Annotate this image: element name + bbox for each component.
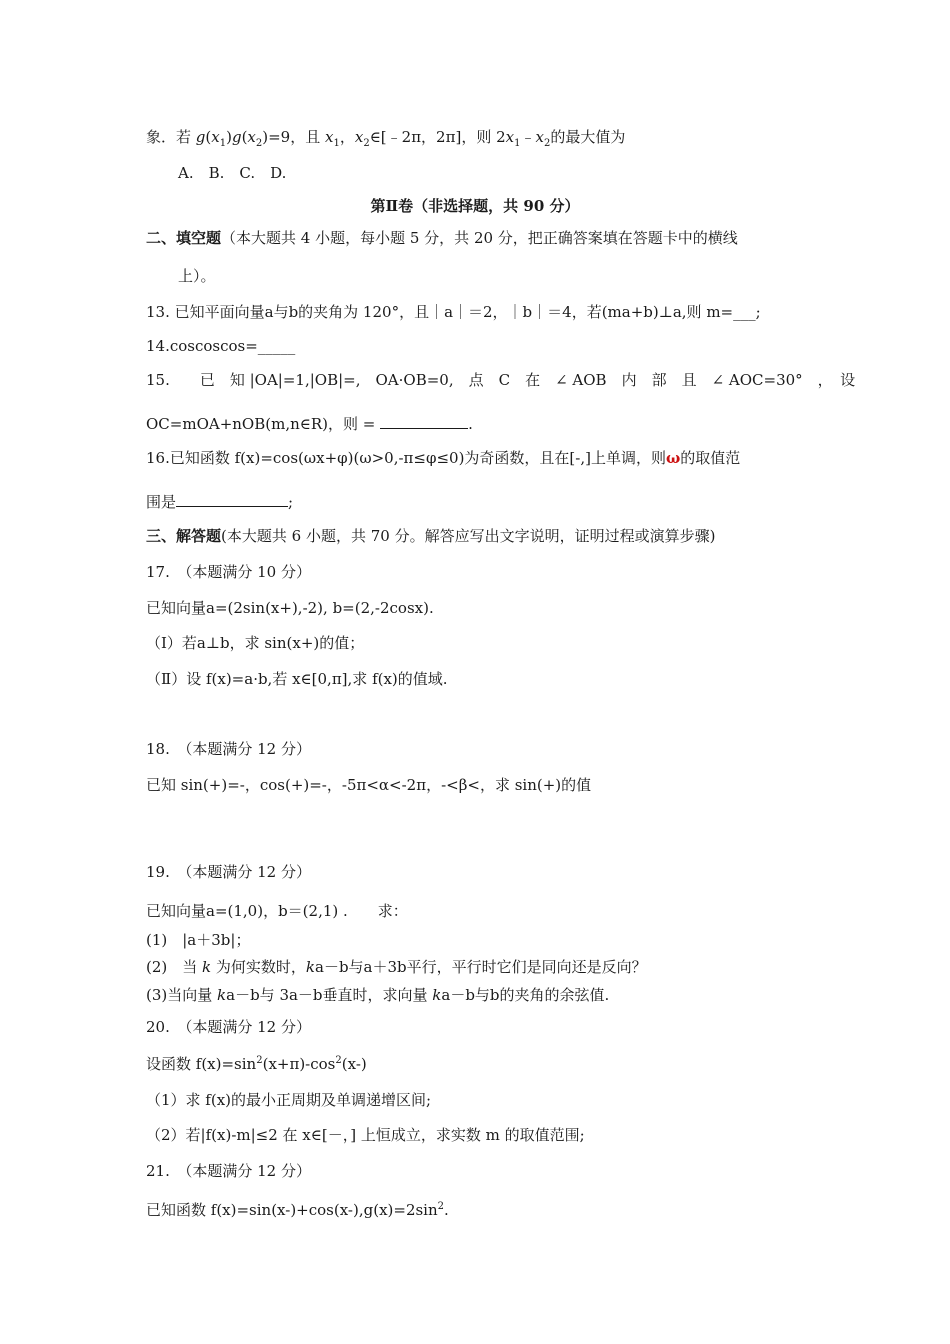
question-14: 14.coscoscos=_____	[146, 337, 296, 355]
fill-blank-heading: 二、填空题	[146, 229, 222, 247]
solve-instructions: 三、解答题(本大题共 6 小题，共 70 分。解答应写出文字说明，证明过程或演算步骤)	[146, 527, 716, 545]
fill-blank-instructions-cont: 上）。	[178, 267, 216, 285]
question-17-title: 17. （本题满分 10 分）	[146, 563, 311, 581]
line-q12-tail: 象．若 $g(x_1)g(x_2)=9$，且 $x_1$，$x_2\in[﹣2\pi$，2π]，则 $2x_1﹣x_2$的最大值为	[146, 128, 626, 149]
question-13: 13. 已知平面向量a与b的夹角为 120°，且｜a｜＝2，｜b｜＝4，若(ma+b)⊥a,则 m=___;	[146, 303, 761, 321]
question-19-part2: (2) 当 k 为何实数时，ka－b与a＋3b平行，平行时它们是同向还是反向？	[146, 958, 647, 976]
question-15-line2: OC=mOA+nOB(m,n∈R)，则 = .	[146, 412, 473, 434]
section-2-title: 第Ⅱ卷（非选择题，共 90 分）	[370, 197, 580, 215]
question-21-title: 21. （本题满分 12 分）	[146, 1162, 311, 1180]
question-18-title: 18. （本题满分 12 分）	[146, 740, 311, 758]
question-17-stem: 已知向量a=(2sin(x+),-2), b=(2,-2cosx).	[146, 599, 434, 617]
omega-symbol: ω	[665, 449, 681, 467]
question-18-stem: 已知 sin(+)=-，cos(+)=-，-5π<α<-2π，-<β<，求 sin(+)的值	[146, 776, 592, 794]
question-16-line1: 16.已知函数 f(x)=cos(ωx+φ)(ω>0,-π≤φ≤0)为奇函数，且在[-,]上单调，则ω的取值范	[146, 449, 741, 467]
question-19-part1: (1) |a＋3b|；	[146, 931, 251, 949]
question-20-stem: 设函数 $f(x)=\sin^2(x+\pi)-\cos^2(x-)$	[146, 1055, 367, 1073]
question-17-part2: （Ⅱ）设 f(x)=a·b,若 x∈[0,π],求 f(x)的值域.	[146, 670, 448, 688]
question-16-line2: 围是 ;	[146, 490, 293, 512]
question-17-part1: （Ⅰ）若a⊥b，求 sin(x+)的值；	[146, 634, 365, 652]
question-15-line1: 15. 已 知 |OA|=1,|OB|=, OA·OB=0, 点 C 在 ∠ AOB 内 部 且 ∠ AOC=30° ， 设	[146, 371, 856, 389]
question-19-stem: 已知向量a=(1,0)，b＝(2,1) . 求：	[146, 902, 408, 920]
q12-options: A. B. C. D.	[178, 164, 287, 182]
question-19-part3: (3)当向量 ka－b与 3a－b垂直时，求向量 ka－b与b的夹角的余弦值.	[146, 986, 610, 1004]
question-20-title: 20. （本题满分 12 分）	[146, 1018, 311, 1036]
question-20-part1: （1）求 f(x)的最小正周期及单调递增区间;	[146, 1091, 432, 1109]
question-19-title: 19. （本题满分 12 分）	[146, 863, 311, 881]
fill-blank-instructions: 二、填空题（本大题共 4 小题，每小题 5 分，共 20 分，把正确答案填在答题卡中的横线	[146, 229, 738, 247]
answer-blank	[380, 412, 468, 429]
question-20-part2: （2）若|f(x)-m|≤2 在 x∈[－，] 上恒成立，求实数 m 的取值范围;	[146, 1126, 585, 1144]
question-21-stem: 已知函数 $f(x)=\sin(x-)+\cos(x-),g(x)=2\sin^2$.	[146, 1201, 449, 1219]
solve-heading: 三、解答题	[146, 527, 222, 545]
answer-blank	[176, 490, 288, 507]
